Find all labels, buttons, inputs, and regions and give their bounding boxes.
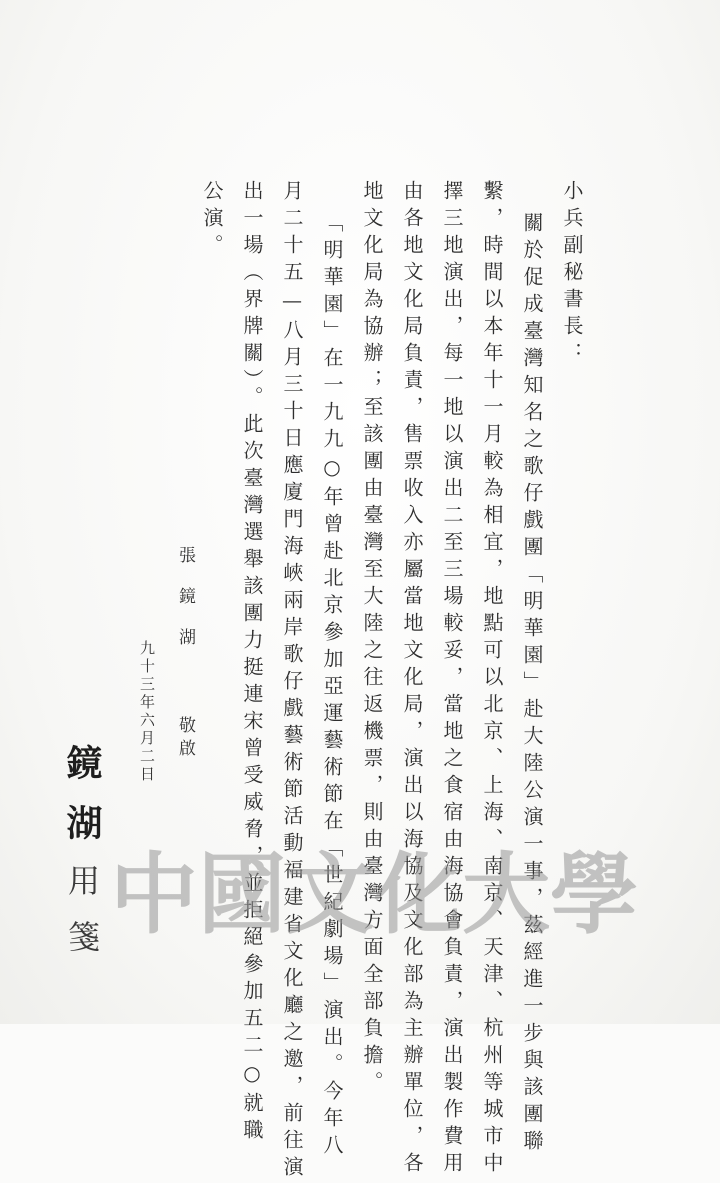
watermark-char: 大 <box>462 843 551 946</box>
watermark-char: 化 <box>374 843 463 946</box>
watermark-char: 文 <box>286 843 375 946</box>
stationery-suffix: 用箋 <box>63 864 101 976</box>
salutation: 小兵副秘書長： <box>560 180 584 369</box>
paragraph1-column-2: 繫，時間以本年十一月較為相宜，地點可以北京、上海、南京、天津、杭州等城市中 <box>480 180 504 1179</box>
watermark-char: 中 <box>110 843 199 946</box>
paragraph2-column-3: 出一場（界牌關）。此次臺灣選舉該團力挺連宋曾受威脅，並拒絕參加五二○就職 <box>240 180 264 1146</box>
stationery-mark <box>61 744 103 976</box>
letter-date: 九十三年六月二日 <box>138 640 156 784</box>
paragraph1-column-3: 擇三地演出，每一地以演出二至三場較妥，當地之食宿由海協會負責，演出製作費用 <box>440 180 464 1179</box>
paragraph2-column-1: 「明華園」在一九九○年曾赴北京參加亞運藝術節在「世紀劇場」演出。今年八 <box>320 212 344 1161</box>
paragraph1-column-4: 由各地文化局負責，售票收入亦屬當地文化局，演出以海協及文化部為主辦單位，各 <box>400 180 424 1179</box>
closing-respectfully: 敬啟 <box>175 716 195 762</box>
watermark-char: 學 <box>550 843 639 946</box>
paragraph1-column-1: 關於促成臺灣知名之歌仔戲團「明華園」赴大陸公演一事，茲經進一步與該團聯 <box>520 212 544 1157</box>
watermark-char: 國 <box>198 843 287 946</box>
paragraph1-column-5: 地文化局為協辦；至該團由臺灣至大陸之往返機票，則由臺灣方面全部負擔。 <box>360 180 384 1098</box>
paragraph2-column-2: 月二十五—八月三十日應廈門海峽兩岸歌仔戲藝術節活動福建省文化廳之邀，前往演 <box>280 180 304 1183</box>
signer-name: 張鏡湖 <box>175 546 195 669</box>
paragraph2-column-4: 公演。 <box>200 180 224 261</box>
stationery-name: 鏡湖 <box>61 744 103 864</box>
